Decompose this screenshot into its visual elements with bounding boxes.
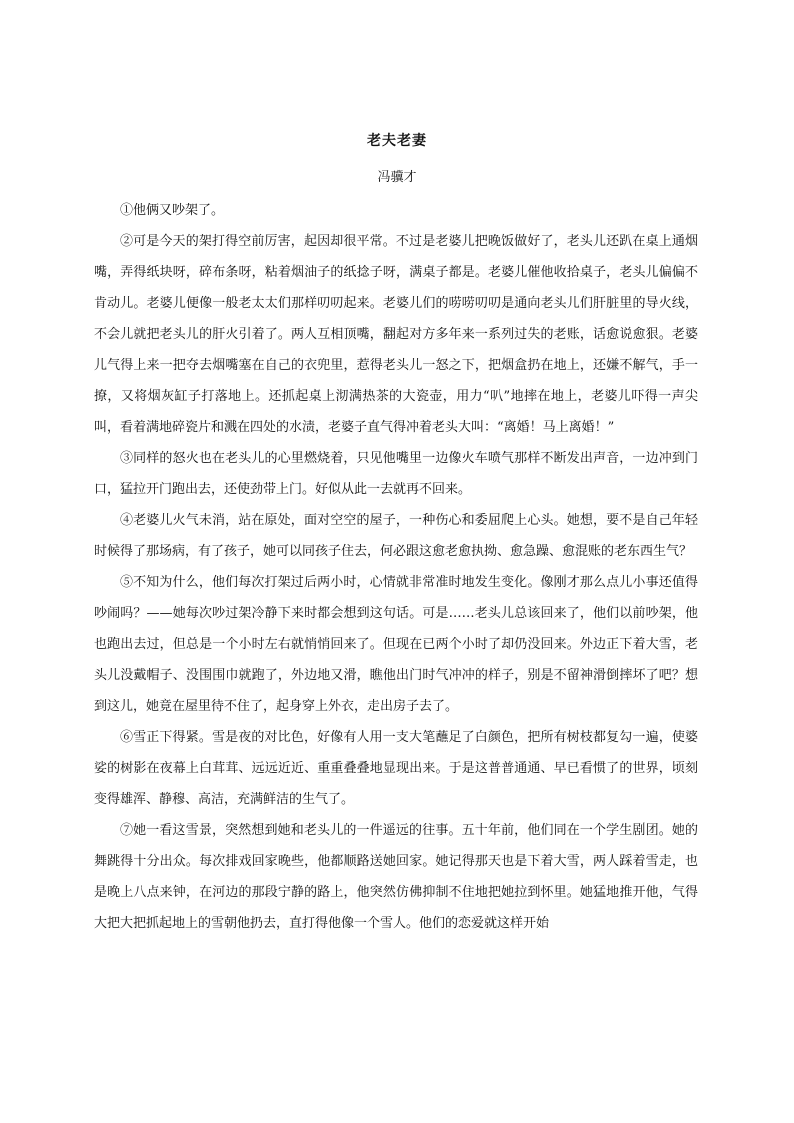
paragraph-7: ⑦她一看这雪景，突然想到她和老头儿的一件遥远的往事。五十年前，他们同在一个学生剧团。她的舞跳得十分出众。每次排戏回家晚些，他都顺路送她回家。她记得那天也是下着大雪，两人踩着雪走，也是晚上八点来钟，在河边的那段宁静的路上，他突然仿佛抑制不住地把她拉到怀里。她猛地推开他，气得大把大把抓起地上的雪朝他扔去，直打得他像一个雪人。他们的恋爱就这样开始 [94, 823, 698, 931]
paragraph-5: ⑤不知为什么，他们每次打架过后两小时，心情就非常准时地发生变化。像刚才那么点儿小事还值得吵闹吗？——她每次吵过架冷静下来时都会想到这句话。可是……老头儿总该回来了，他们以前吵架，他也跑出去过，但总是一个小时左右就悄悄回来了。但现在已两个小时了却仍没回来。外边正下着大雪，老头儿没戴帽子、没围围巾就跑了，外边地又滑，瞧他出门时气冲冲的样子，别是不留神滑倒摔坏了吧？想到这儿，她竟在屋里待不住了，起身穿上外衣，走出房子去了。 [94, 575, 698, 714]
article-body [94, 195, 698, 939]
paragraph-3: ③同样的怒火也在老头儿的心里燃烧着，只见他嘴里一边像火车喷气那样不断发出声音，一边冲到门口，猛拉开门跑出去，还使劲带上门。好似从此一去就再不回来。 [94, 451, 698, 497]
paragraph-2: ②可是今天的架打得空前厉害，起因却很平常。不过是老婆儿把晚饭做好了，老头儿还趴在桌上通烟嘴，弄得纸块呀，碎布条呀，粘着烟油子的纸捻子呀，满桌子都是。老婆儿催他收拾桌子，老头儿偏偏不肯动儿。老婆儿便像一般老太太们那样叨叨起来。老婆儿们的唠唠叨叨是通向老头儿们肝脏里的导火线，不会儿就把老头儿的肝火引着了。两人互相顶嘴，翻起对方多年来一系列过失的老账，话愈说愈狠。老婆儿气得上来一把夺去烟嘴塞在自己的衣兜里，惹得老头儿一怒之下，把烟盒扔在地上，还嫌不解气，手一撩，又将烟灰缸子打落地上。还抓起桌上沏满热茶的大瓷壶，用力“叭”地摔在地上，老婆儿吓得一声尖叫，看着满地碎瓷片和溅在四处的水渍，老婆子直气得冲着老头大叫：“离婚！马上离婚！” [94, 234, 698, 435]
paragraph-6: ⑥雪正下得紧。雪是夜的对比色，好像有人用一支大笔蘸足了白颜色，把所有树枝都复勾一遍，使婆娑的树影在夜幕上白茸茸、远远近近、重重叠叠地显现出来。于是这普普通通、早已看惯了的世界，顷刻变得雄浑、静穆、高洁，充满鲜洁的生气了。 [94, 730, 698, 807]
article-title: 老夫老妻 [367, 133, 427, 149]
article-author: 冯骥才 [377, 170, 417, 185]
paragraph-4: ④老婆儿火气未消，站在原处，面对空空的屋子，一种伤心和委屈爬上心头。她想，要不是自己年轻时候得了那场病，有了孩子，她可以同孩子住去，何必跟这愈老愈执拗、愈急躁、愈混账的老东西生气？ [94, 513, 698, 559]
paragraph-1: ①他俩又吵架了。 [120, 203, 225, 218]
